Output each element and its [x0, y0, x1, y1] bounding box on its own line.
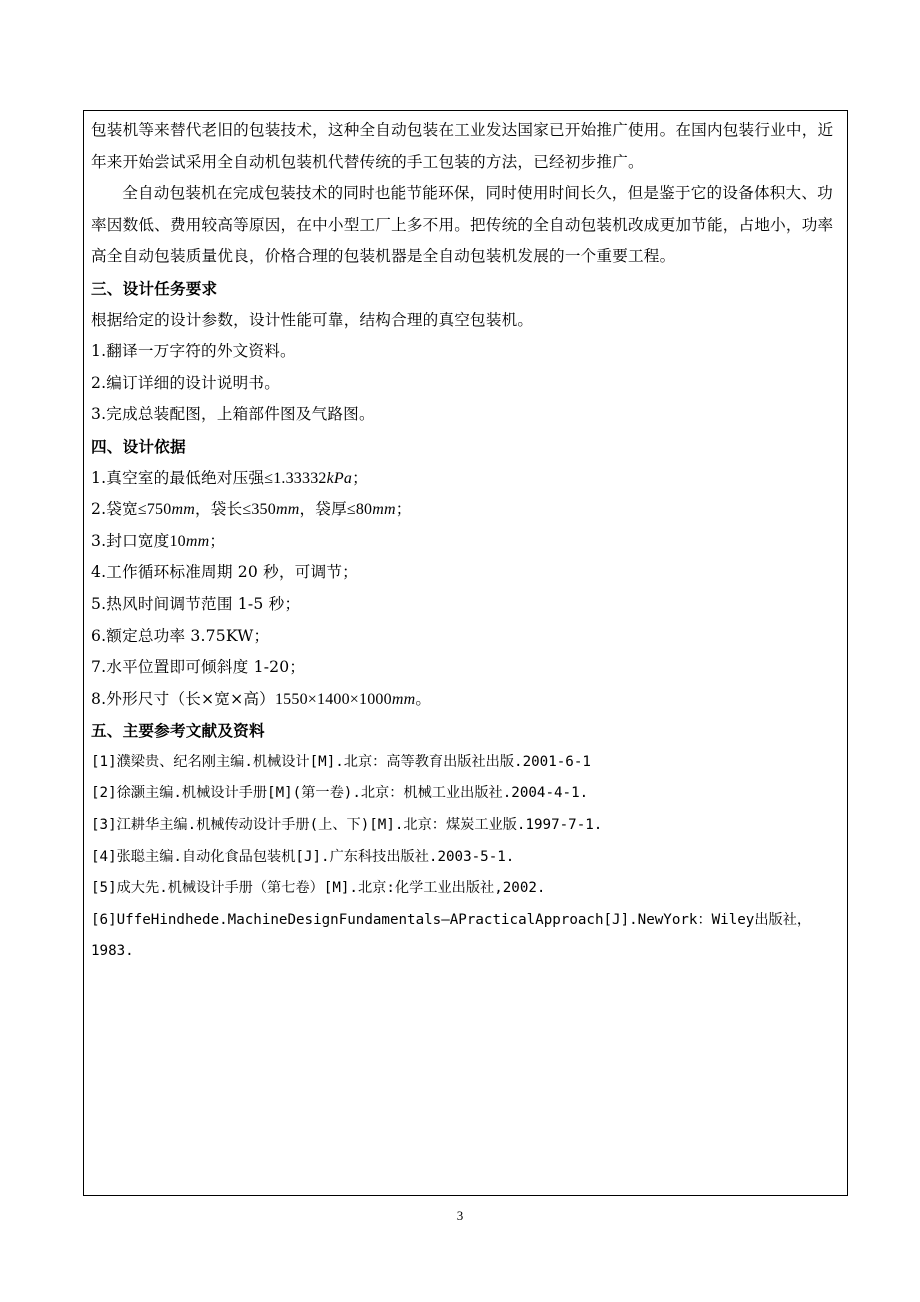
section-4-item-4: 4.工作循环标准周期 20 秒，可调节；: [91, 563, 358, 582]
reference-item: [6]UffeHindhede.MachineDesignFundamentals—APracticalApproach[J].NewYork：Wiley出版社，1983.: [91, 911, 812, 960]
item-text: ，袋厚: [299, 500, 347, 519]
reference-item: [1]濮梁贵、纪名刚主编.机械设计[M].北京：高等教育出版社出版.2001-6-1: [91, 753, 591, 770]
item-suffix: ；: [352, 468, 368, 487]
math-value: ≤350: [242, 501, 276, 519]
document-body: [91, 115, 843, 968]
section-4-item-8: [91, 684, 843, 716]
item-suffix: ；: [209, 531, 226, 550]
reference-item: [2]徐灏主编.机械设计手册[M](第一卷).北京：机械工业出版社.2004-4-1.: [91, 785, 589, 802]
math-value: ≤80: [346, 501, 373, 519]
item-suffix: ；: [395, 500, 412, 519]
math-unit: mm: [171, 501, 195, 519]
section-3-text: 根据给定的设计参数，设计性能可靠，结构合理的真空包装机。: [91, 310, 534, 329]
section-3-item-1: 1.翻译一万字符的外文资料。: [91, 342, 296, 361]
item-text: ，袋长: [194, 500, 243, 519]
math-value: 10: [169, 532, 186, 550]
math-value: ≤1.33332: [264, 469, 327, 487]
section-4-item-2: [91, 494, 843, 526]
section-3-item-3: 3.完成总装配图，上箱部件图及气路图。: [91, 405, 375, 424]
section-4-item-3: [91, 526, 843, 558]
section-4-item-1: [91, 463, 843, 495]
page-number: 3: [456, 1208, 464, 1223]
math-unit: mm: [391, 690, 416, 708]
math-unit: mm: [185, 532, 210, 550]
reference-item: [5]成大先.机械设计手册（第七卷）[M].北京:化学工业出版社,2002.: [91, 880, 546, 897]
section-4-item-6: 6.额定总功率 3.75KW；: [91, 626, 270, 645]
item-suffix: 。: [415, 689, 432, 708]
math-unit: mm: [275, 501, 300, 519]
section-3-item-2: 2.编订详细的设计说明书。: [91, 373, 281, 392]
reference-item: [3]江耕华主编.机械传动设计手册(上、下)[M].北京：煤炭工业版.1997-7-1.: [91, 817, 603, 834]
intro-paragraph-1: 包装机等来替代老旧的包装技术，这种全自动包装在工业发达国家已开始推广使用。在国内包装行业中，近年来开始尝试采用全自动机包装机代替传统的手工包装的方法，已经初步推广。: [91, 121, 834, 171]
item-text: 1.真空室的最低绝对压强: [91, 468, 265, 487]
math-value: ≤750: [137, 501, 172, 519]
intro-paragraph-2: 全自动包装机在完成包装技术的同时也能节能环保，同时使用时间长久，但是鉴于它的设备体积大、功率因数低、费用较高等原因，在中小型工厂上多不用。把传统的全自动包装机改成更加节能，占地小，功率高全自动包装质量优良，价格合理的包装机器是全自动包装机发展的一个重要工程。: [91, 184, 834, 266]
section-4-heading: 四、设计依据: [91, 436, 186, 456]
math-unit: mm: [372, 501, 396, 519]
section-4-item-7: 7.水平位置即可倾斜度 1-20；: [91, 658, 306, 677]
section-4-item-5: 5.热风时间调节范围 1-5 秒；: [91, 594, 301, 613]
reference-item: [4]张聪主编.自动化食品包装机[J].广东科技出版社.2003-5-1.: [91, 848, 515, 865]
math-unit: kPa: [326, 469, 353, 487]
math-value: 1550×1400×1000: [274, 690, 392, 708]
item-text: 8.外形尺寸（长×宽×高）: [91, 689, 275, 708]
page-frame: [83, 110, 848, 1196]
item-text: 2.袋宽: [91, 500, 138, 519]
section-3-heading: 三、设计任务要求: [91, 278, 218, 298]
item-text: 3.封口宽度: [91, 531, 170, 550]
section-5-heading: 五、主要参考文献及资料: [91, 721, 265, 741]
